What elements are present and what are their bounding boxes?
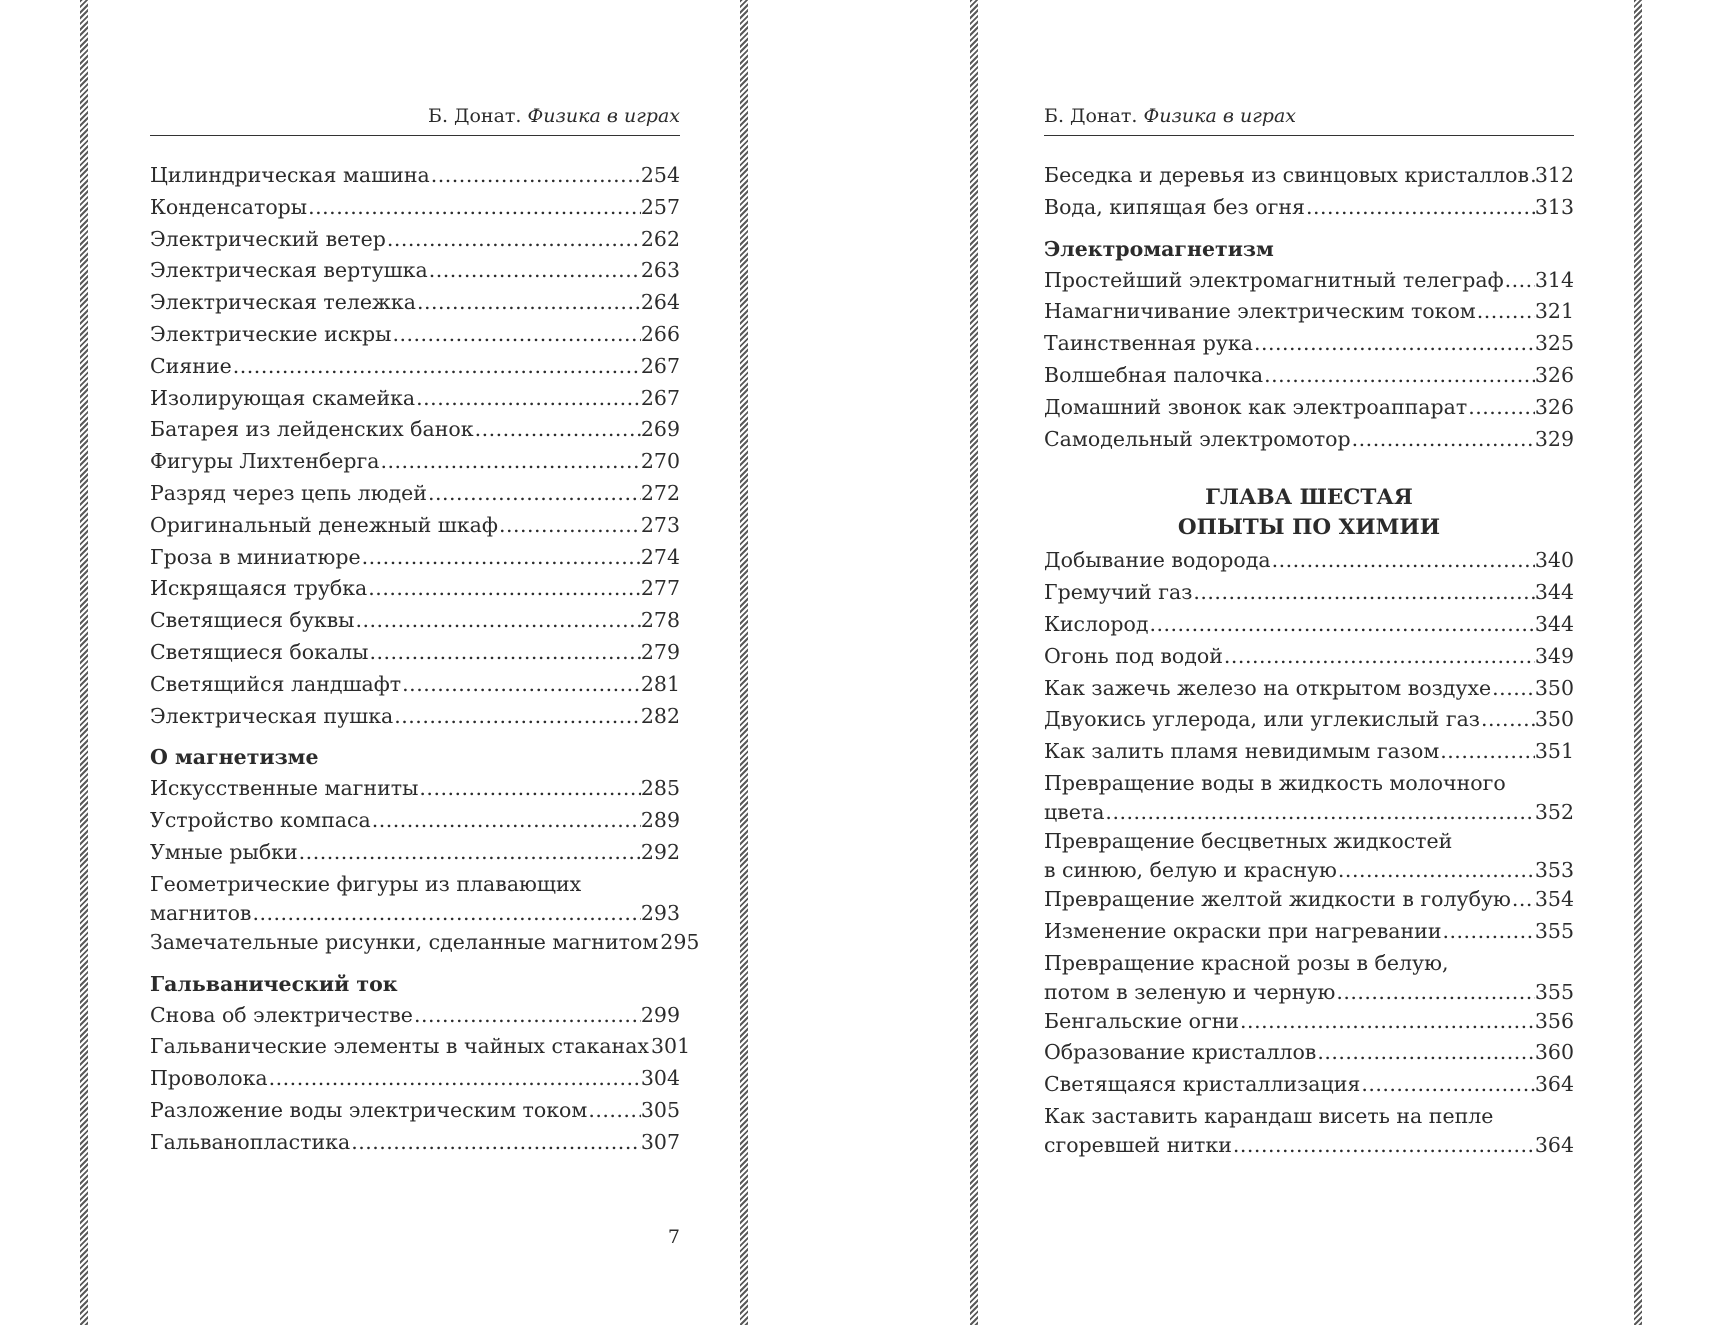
toc-entry-title-line2: потом в зеленую и черную bbox=[1044, 979, 1336, 1004]
toc-entry-page: 289 bbox=[640, 808, 680, 833]
toc-entry-title: Гроза в миниатюре bbox=[150, 544, 361, 569]
toc-entry-title: Огонь под водой bbox=[1044, 643, 1223, 668]
toc-leader-dots bbox=[1104, 798, 1534, 826]
toc-leader-dots bbox=[393, 701, 641, 733]
toc-entry bbox=[150, 224, 680, 256]
toc-entry bbox=[1044, 1006, 1574, 1038]
toc-leader-dots bbox=[1263, 360, 1535, 392]
toc-leader-dots bbox=[427, 478, 641, 510]
toc-entry bbox=[150, 446, 680, 478]
toc-entry-page: 305 bbox=[640, 1097, 680, 1122]
toc-entry bbox=[150, 192, 680, 224]
toc-leader-dots bbox=[1441, 916, 1534, 948]
toc-entry-page: 353 bbox=[1534, 857, 1574, 882]
toc-entry bbox=[150, 319, 680, 351]
toc-entry-page: 304 bbox=[640, 1066, 680, 1091]
toc-entry-page: 355 bbox=[1534, 918, 1574, 943]
toc-entry-page: 299 bbox=[640, 1002, 680, 1027]
header-author: Б. Донат. bbox=[1044, 105, 1138, 127]
toc-entry-title: Конденсаторы bbox=[150, 194, 308, 219]
toc-entry-title: Искусственные магниты bbox=[150, 776, 419, 801]
toc-entry bbox=[150, 1031, 691, 1063]
toc-entry-title: Простейший электромагнитный телеграф bbox=[1044, 267, 1504, 292]
toc-entry-title: Бенгальские огни bbox=[1044, 1008, 1240, 1033]
toc-entry-page: 285 bbox=[640, 776, 680, 801]
toc-section-heading: О магнетизме bbox=[150, 745, 319, 770]
toc-leader-dots bbox=[1305, 192, 1535, 224]
toc-entry-page: 264 bbox=[640, 290, 680, 315]
toc-entry-title: Гремучий газ bbox=[1044, 580, 1193, 605]
toc-leader-dots bbox=[232, 351, 641, 383]
toc-entry bbox=[1044, 296, 1574, 328]
toc-section-heading: Электромагнетизм bbox=[1044, 236, 1274, 261]
toc-entry bbox=[150, 160, 680, 192]
toc-entry-page: 279 bbox=[640, 639, 680, 664]
toc-entry-title-line1: Геометрические фигуры из плавающих bbox=[150, 871, 582, 896]
toc-entry-page: 364 bbox=[1534, 1132, 1574, 1157]
toc-entry-line2 bbox=[150, 899, 680, 927]
toc-entry-title: Умные рыбки bbox=[150, 839, 298, 864]
toc-entry bbox=[1044, 704, 1574, 736]
toc-entry bbox=[1044, 1069, 1574, 1101]
toc-entry bbox=[150, 773, 680, 805]
toc-entry-title: Изменение окраски при нагревании bbox=[1044, 918, 1442, 943]
toc-leader-dots bbox=[361, 542, 641, 574]
toc-entry-line2 bbox=[1044, 1131, 1574, 1159]
toc-entry-title-line2: цвета bbox=[1044, 799, 1105, 824]
toc-entry-title: Оригинальный денежный шкаф bbox=[150, 512, 498, 537]
toc-entry-title: Образование кристаллов bbox=[1044, 1040, 1317, 1065]
toc-leader-dots bbox=[1223, 641, 1535, 673]
header-author: Б. Донат. bbox=[428, 105, 522, 127]
toc-leader-dots bbox=[350, 1127, 641, 1159]
toc-entry-title: Электрическая тележка bbox=[150, 290, 416, 315]
toc-entry-title: Домашний звонок как электроаппарат bbox=[1044, 394, 1468, 419]
toc-leader-dots bbox=[367, 573, 641, 605]
header-book-title: Физика в играх bbox=[527, 105, 680, 127]
toc-entry-title-line1: Превращение воды в жидкость молочного bbox=[1044, 770, 1506, 795]
toc-entry bbox=[1044, 609, 1574, 641]
toc-entry-title: Добывание водорода bbox=[1044, 548, 1271, 573]
toc-entry bbox=[1044, 328, 1574, 360]
toc-entry bbox=[150, 837, 680, 869]
toc-entry-title: Таинственная рука bbox=[1044, 331, 1253, 356]
toc-entry-page: 344 bbox=[1534, 611, 1574, 636]
toc-leader-dots bbox=[1511, 884, 1535, 916]
toc-entry-page: 313 bbox=[1534, 194, 1574, 219]
toc-entry bbox=[1044, 392, 1574, 424]
toc-leader-dots bbox=[371, 805, 641, 837]
toc-entry-page: 326 bbox=[1534, 362, 1574, 387]
toc-entry-multiline bbox=[1044, 1101, 1574, 1159]
header-book-title: Физика в играх bbox=[1143, 105, 1296, 127]
toc-entry bbox=[150, 255, 680, 287]
toc-entry-title: Изолирующая скамейка bbox=[150, 385, 416, 410]
toc-entry bbox=[150, 637, 680, 669]
toc-leader-dots bbox=[498, 510, 641, 542]
toc-entry-page: 355 bbox=[1534, 979, 1574, 1004]
toc-leader-dots bbox=[1351, 424, 1535, 456]
toc-entry bbox=[150, 1127, 680, 1159]
toc-entry-title: Волшебная палочка bbox=[1044, 362, 1264, 387]
toc-entry-title: Самодельный электромотор bbox=[1044, 426, 1351, 451]
toc-leader-dots bbox=[430, 160, 641, 192]
toc-entry bbox=[1044, 1037, 1574, 1069]
toc-entry-title: Кислород bbox=[1044, 611, 1149, 636]
toc-entry-multiline bbox=[1044, 826, 1574, 884]
toc-leader-dots bbox=[1480, 704, 1535, 736]
toc-leader-dots bbox=[368, 637, 640, 669]
toc-leader-dots bbox=[413, 1000, 641, 1032]
toc-entry-page: 307 bbox=[640, 1129, 680, 1154]
toc-leader-dots bbox=[307, 192, 641, 224]
toc-entry-title: Батарея из лейденских банок bbox=[150, 417, 474, 442]
toc-leader-dots bbox=[587, 1095, 641, 1127]
toc-entry-title: Замечательные рисунки, сделанные магнитом bbox=[150, 929, 659, 954]
toc-entry-page: 354 bbox=[1534, 886, 1574, 911]
toc-leader-dots bbox=[1337, 856, 1535, 884]
toc-entry bbox=[150, 927, 700, 959]
toc-entry-page: 277 bbox=[640, 576, 680, 601]
toc-entry-page: 266 bbox=[640, 321, 680, 346]
toc-entry-page: 360 bbox=[1534, 1040, 1574, 1065]
toc-entry bbox=[150, 1000, 680, 1032]
toc-entry-title: Вода, кипящая без огня bbox=[1044, 194, 1305, 219]
toc-leader-dots bbox=[415, 383, 641, 415]
toc-entry bbox=[150, 701, 680, 733]
toc-entry-line2 bbox=[1044, 978, 1574, 1006]
toc-entry-title: Намагничивание электрическим током bbox=[1044, 299, 1476, 324]
toc-entry-multiline bbox=[1044, 768, 1574, 826]
toc-entry-title: Цилиндрическая машина bbox=[150, 163, 430, 187]
right-toc-list bbox=[1044, 160, 1574, 1159]
toc-entry bbox=[150, 542, 680, 574]
toc-entry bbox=[1044, 736, 1574, 768]
toc-entry bbox=[150, 573, 680, 605]
toc-entry-title: Устройство компаса bbox=[150, 808, 371, 833]
toc-entry-page: 321 bbox=[1534, 299, 1574, 324]
toc-entry bbox=[150, 414, 680, 446]
left-running-header bbox=[150, 103, 680, 136]
toc-entry bbox=[150, 1063, 680, 1095]
toc-entry-page: 356 bbox=[1534, 1008, 1574, 1033]
toc-entry bbox=[1044, 673, 1574, 705]
toc-entry-page: 281 bbox=[640, 671, 680, 696]
toc-entry bbox=[150, 478, 680, 510]
toc-entry-page: 257 bbox=[640, 194, 680, 219]
toc-leader-dots bbox=[1192, 577, 1534, 609]
toc-entry-title: Снова об электричестве bbox=[150, 1002, 413, 1027]
right-page-inner-edge bbox=[970, 0, 978, 1325]
toc-entry-page: 292 bbox=[640, 839, 680, 864]
page-number: 7 bbox=[667, 1226, 680, 1248]
right-page bbox=[978, 0, 1634, 1325]
toc-entry-page: 312 bbox=[1534, 163, 1574, 187]
toc-entry-title: Электрическая пушка bbox=[150, 703, 394, 728]
toc-entry-title: Гальванопластика bbox=[150, 1129, 351, 1154]
toc-entry-page: 364 bbox=[1534, 1072, 1574, 1097]
toc-entry bbox=[150, 605, 680, 637]
toc-leader-dots bbox=[1271, 545, 1535, 577]
left-page bbox=[88, 0, 740, 1325]
toc-entry-page: 274 bbox=[640, 544, 680, 569]
toc-entry-page: 267 bbox=[640, 353, 680, 378]
toc-entry bbox=[150, 1095, 680, 1127]
toc-entry-multiline bbox=[1044, 948, 1574, 1006]
toc-leader-dots bbox=[379, 446, 640, 478]
chapter-heading bbox=[1044, 483, 1574, 543]
toc-leader-dots bbox=[251, 899, 640, 927]
toc-entry-page: 270 bbox=[640, 449, 680, 474]
toc-leader-dots bbox=[1148, 609, 1534, 641]
toc-entry-title-line2: в синюю, белую и красную bbox=[1044, 857, 1337, 882]
toc-leader-dots bbox=[386, 224, 641, 256]
toc-entry-page: 326 bbox=[1534, 394, 1574, 419]
toc-entry-title: Как залить пламя невидимым газом bbox=[1044, 739, 1440, 764]
toc-entry-page: 349 bbox=[1534, 643, 1574, 668]
toc-entry-page: 278 bbox=[640, 608, 680, 633]
toc-entry-page: 352 bbox=[1534, 799, 1574, 824]
toc-entry-title-line2: сгоревшей нитки bbox=[1044, 1132, 1232, 1157]
toc-entry-page: 263 bbox=[640, 258, 680, 283]
toc-leader-dots bbox=[391, 319, 640, 351]
toc-entry-page: 325 bbox=[1534, 331, 1574, 356]
toc-entry bbox=[150, 805, 680, 837]
toc-leader-dots bbox=[1439, 736, 1535, 768]
toc-entry bbox=[150, 287, 680, 319]
toc-entry-title-line1: Превращение бесцветных жидкостей bbox=[1044, 828, 1453, 853]
toc-leader-dots bbox=[1232, 1131, 1535, 1159]
left-page-inner-edge bbox=[740, 0, 748, 1325]
toc-entry-page: 273 bbox=[640, 512, 680, 537]
toc-entry-page: 282 bbox=[640, 703, 680, 728]
toc-entry-title: Сияние bbox=[150, 353, 232, 378]
toc-leader-dots bbox=[1239, 1006, 1535, 1038]
toc-leader-dots bbox=[401, 669, 641, 701]
toc-leader-dots bbox=[1504, 265, 1535, 297]
toc-entry-title: Проволока bbox=[150, 1066, 268, 1091]
toc-entry-page: 350 bbox=[1534, 707, 1574, 732]
toc-entry-title: Светящиеся буквы bbox=[150, 608, 355, 633]
toc-entry bbox=[150, 510, 680, 542]
toc-entry bbox=[1044, 424, 1574, 456]
toc-entry-title: Электрическая вертушка bbox=[150, 258, 428, 283]
toc-entry-page: 350 bbox=[1534, 675, 1574, 700]
toc-entry-page: 267 bbox=[640, 385, 680, 410]
toc-leader-dots bbox=[1316, 1037, 1535, 1069]
toc-leader-dots bbox=[474, 414, 641, 446]
toc-leader-dots bbox=[428, 255, 641, 287]
toc-leader-dots bbox=[1491, 673, 1535, 705]
toc-entry-title: Фигуры Лихтенберга bbox=[150, 449, 380, 474]
toc-entry-page: 340 bbox=[1534, 548, 1574, 573]
toc-entry-line2 bbox=[1044, 856, 1574, 884]
toc-entry-title-line1: Превращение красной розы в белую, bbox=[1044, 950, 1449, 975]
toc-entry bbox=[1044, 192, 1574, 224]
toc-entry-title-line2: магнитов bbox=[150, 900, 252, 925]
toc-entry-title: Разряд через цепь людей bbox=[150, 480, 427, 505]
toc-entry bbox=[1044, 265, 1574, 297]
toc-leader-dots bbox=[1253, 328, 1535, 360]
toc-entry-page: 344 bbox=[1534, 580, 1574, 605]
right-running-header bbox=[1044, 103, 1574, 136]
chapter-number: ГЛАВА ШЕСТАЯ bbox=[1205, 485, 1413, 511]
right-page-outer-edge bbox=[1634, 0, 1642, 1325]
chapter-title: ОПЫТЫ ПО ХИМИИ bbox=[1177, 515, 1441, 541]
toc-entry-title: Электрические искры bbox=[150, 321, 392, 346]
toc-entry-title: Гальванические элементы в чайных стаканах bbox=[150, 1034, 649, 1059]
toc-entry-title: Светящиеся бокалы bbox=[150, 639, 369, 664]
toc-entry-title: Беседка и деревья из свинцовых кристаллов bbox=[1044, 163, 1530, 187]
toc-entry-title: Разложение воды электрическим током bbox=[150, 1097, 588, 1122]
toc-entry bbox=[1044, 884, 1574, 916]
toc-entry-page: 314 bbox=[1534, 267, 1574, 292]
toc-entry-title: Электрический ветер bbox=[150, 226, 386, 251]
toc-entry bbox=[1044, 160, 1574, 192]
toc-entry-page: 295 bbox=[660, 929, 700, 954]
toc-entry-page: 329 bbox=[1534, 426, 1574, 451]
toc-entry-page: 351 bbox=[1534, 739, 1574, 764]
toc-leader-dots bbox=[1335, 978, 1535, 1006]
toc-entry-page: 301 bbox=[651, 1034, 691, 1059]
toc-leader-dots bbox=[1360, 1069, 1535, 1101]
toc-entry-title: Как зажечь железо на открытом воздухе bbox=[1044, 675, 1492, 700]
toc-entry bbox=[150, 669, 680, 701]
toc-entry-title: Превращение желтой жидкости в голубую bbox=[1044, 886, 1511, 911]
toc-section-heading: Гальванический ток bbox=[150, 971, 398, 996]
toc-entry-title: Светящийся ландшафт bbox=[150, 671, 402, 696]
toc-entry-page: 293 bbox=[640, 900, 680, 925]
toc-entry bbox=[1044, 545, 1574, 577]
toc-entry bbox=[150, 383, 680, 415]
toc-entry-title: Двуокись углерода, или углекислый газ bbox=[1044, 707, 1480, 732]
toc-entry-title: Искрящаяся трубка bbox=[150, 576, 368, 601]
toc-entry bbox=[1044, 577, 1574, 609]
toc-entry-title: Светящаяся кристаллизация bbox=[1044, 1072, 1361, 1097]
toc-leader-dots bbox=[416, 287, 641, 319]
toc-leader-dots bbox=[1467, 392, 1535, 424]
toc-leader-dots bbox=[418, 773, 640, 805]
toc-entry-page: 272 bbox=[640, 480, 680, 505]
toc-leader-dots bbox=[298, 837, 641, 869]
left-page-outer-edge bbox=[80, 0, 88, 1325]
toc-entry-page: 254 bbox=[640, 163, 680, 187]
toc-entry bbox=[1044, 916, 1574, 948]
toc-entry bbox=[1044, 641, 1574, 673]
toc-entry bbox=[1044, 360, 1574, 392]
toc-entry-line2 bbox=[1044, 798, 1574, 826]
toc-entry-title-line1: Как заставить карандаш висеть на пепле bbox=[1044, 1103, 1494, 1128]
left-toc-list bbox=[150, 160, 700, 1159]
toc-leader-dots bbox=[1476, 296, 1535, 328]
toc-entry-page: 262 bbox=[640, 226, 680, 251]
toc-entry-page: 269 bbox=[640, 417, 680, 442]
toc-leader-dots bbox=[268, 1063, 641, 1095]
toc-entry-multiline bbox=[150, 869, 680, 927]
toc-leader-dots bbox=[355, 605, 641, 637]
toc-entry bbox=[150, 351, 680, 383]
